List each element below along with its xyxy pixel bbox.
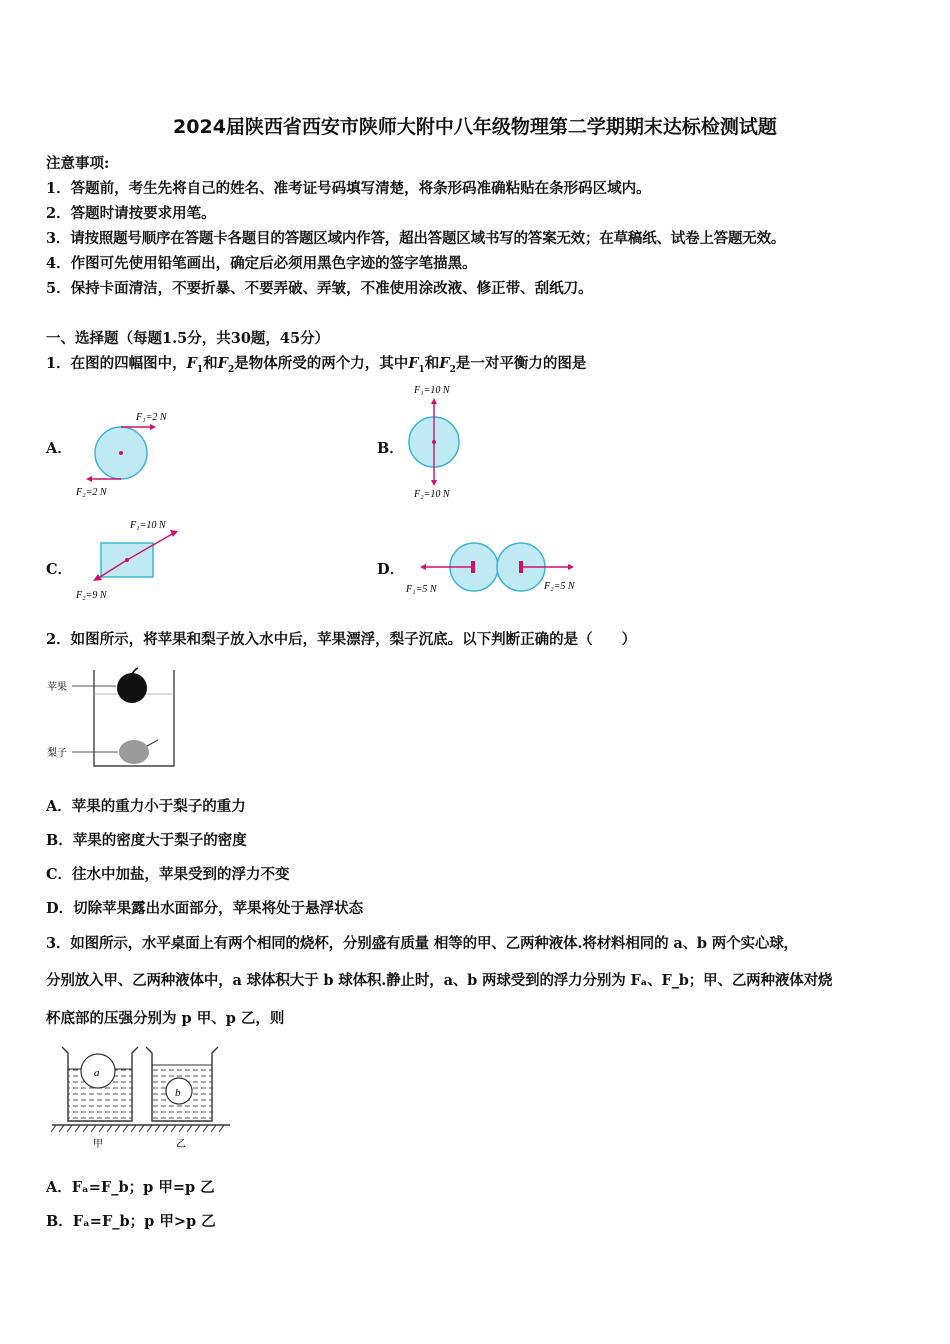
figure-q2-beaker <box>44 666 184 776</box>
beaker-label-jia: 甲 <box>93 1139 103 1150</box>
force-label-f2: F₂=9 N <box>76 590 107 601</box>
force-label-f1: F₁=10 N <box>414 385 450 396</box>
attach-point <box>471 561 475 573</box>
question-1-stem <box>46 352 586 375</box>
notice-item: 5．保持卡面清洁，不要折暴、不要弄破、弄皱，不准使用涂改液、修正带、刮纸刀。 <box>46 280 593 297</box>
arrow-head-icon <box>86 476 92 482</box>
q1-option-c-label: C． <box>46 561 73 578</box>
notice-item: 4．作图可先使用铅笔画出，确定后必须用黑色字迹的签字笔描黑。 <box>46 255 477 272</box>
force-label-f1: F₁=5 N <box>406 584 437 595</box>
q1-text: 是一对平衡力的图是 <box>455 355 587 372</box>
center-dot <box>125 558 129 562</box>
force-label-f1: F₁=2 N <box>136 412 167 423</box>
force-label-f1: F₁=10 N <box>130 520 166 531</box>
apple-shape <box>117 673 147 703</box>
pear-shape <box>119 740 149 764</box>
q3-option-a[interactable]: A．Fₐ=F_b；p 甲=p 乙 <box>46 1179 215 1196</box>
arrow-head-icon <box>431 480 437 486</box>
section-heading: 一、选择题（每题1.5分，共30题，45分） <box>46 330 330 347</box>
ball-b-label: b <box>175 1087 181 1099</box>
center-dot <box>119 451 123 455</box>
figure-q1-a <box>70 402 190 502</box>
q2-option-b[interactable]: B．苹果的密度大于梨子的密度 <box>46 832 247 849</box>
force-label-f2: F₂=5 N <box>544 581 575 592</box>
figure-q1-d <box>400 535 600 601</box>
notice-item: 3．请按照题号顺序在答题卡各题目的答题区域内作答，超出答题区域书写的答案无效；在草稿纸、试卷上答题无效。 <box>46 230 786 247</box>
q1-f1: F <box>186 355 197 372</box>
page-title: 2024届陕西省西安市陕师大附中八年级物理第二学期期末达标检测试题 <box>173 116 777 138</box>
arrow-head-icon <box>170 530 178 537</box>
q1-f2: F <box>439 355 450 372</box>
q1-option-b-label: B． <box>377 440 404 457</box>
arrow-head-icon <box>431 398 437 404</box>
arrow-head-icon <box>568 564 574 570</box>
q1-sub1: 1 <box>418 364 425 375</box>
q1-sub1: 1 <box>196 364 204 375</box>
question-3-stem: 3．如图所示，水平桌面上有两个相同的烧杯，分别盛有质量 相等的甲、乙两种液体.将材料相同的 a、b 两个实心球， <box>46 935 798 952</box>
q1-option-d-label: D． <box>377 561 405 578</box>
apple-stem <box>132 668 138 674</box>
center-dot <box>432 440 436 444</box>
q1-text: 1．在图的四幅图中， <box>46 355 187 372</box>
notice-heading: 注意事项: <box>46 155 110 172</box>
q3-option-b[interactable]: B．Fₐ=F_b；p 甲>p 乙 <box>46 1213 216 1230</box>
notice-item: 1．答题前，考生先将自己的姓名、准考证号码填写清楚，将条形码准确粘贴在条形码区域内。 <box>46 180 651 197</box>
q1-sub2: 2 <box>227 364 235 375</box>
question-3-stem: 杯底部的压强分别为 p 甲、p 乙，则 <box>46 1010 285 1027</box>
q1-text: 和 <box>203 355 218 372</box>
attach-point <box>519 561 523 573</box>
table-hatching <box>51 1125 224 1132</box>
q2-option-a[interactable]: A．苹果的重力小于梨子的重力 <box>46 798 246 815</box>
notice-item: 2．答题时请按要求用笔。 <box>46 205 216 222</box>
q1-sub2: 2 <box>449 364 456 375</box>
q1-f1: F <box>408 355 419 372</box>
figure-q1-b <box>400 380 490 505</box>
ball-a-label: a <box>94 1067 100 1079</box>
q1-text: 是物体所受的两个力，其中 <box>234 355 409 372</box>
arrow-head-icon <box>150 424 156 430</box>
q1-option-a-label: A． <box>46 440 72 457</box>
q2-option-d[interactable]: D．切除苹果露出水面部分，苹果将处于悬浮状态 <box>46 900 364 917</box>
force-label-f2: F₂=10 N <box>414 489 450 500</box>
pear-stem <box>147 740 158 746</box>
question-2-stem: 2．如图所示，将苹果和梨子放入水中后，苹果漂浮，梨子沉底。以下判断正确的是（ ） <box>46 631 637 648</box>
q1-text: 和 <box>424 355 440 372</box>
beaker-label-yi: 乙 <box>176 1139 186 1150</box>
figure-q3-beakers <box>48 1043 238 1153</box>
apple-label: 苹果 <box>47 682 67 693</box>
force-label-f2: F₂=2 N <box>76 487 107 498</box>
arrow-head-icon <box>420 564 426 570</box>
question-3-stem: 分别放入甲、乙两种液体中，a 球体积大于 b 球体积.静止时，a、b 两球受到的浮力分别为 Fₐ、F_b；甲、乙两种液体对烧 <box>46 972 833 989</box>
figure-q1-c <box>72 515 192 607</box>
q1-f2: F <box>217 355 228 372</box>
q2-option-c[interactable]: C．往水中加盐，苹果受到的浮力不变 <box>46 866 290 883</box>
pear-label: 梨子 <box>47 748 67 759</box>
